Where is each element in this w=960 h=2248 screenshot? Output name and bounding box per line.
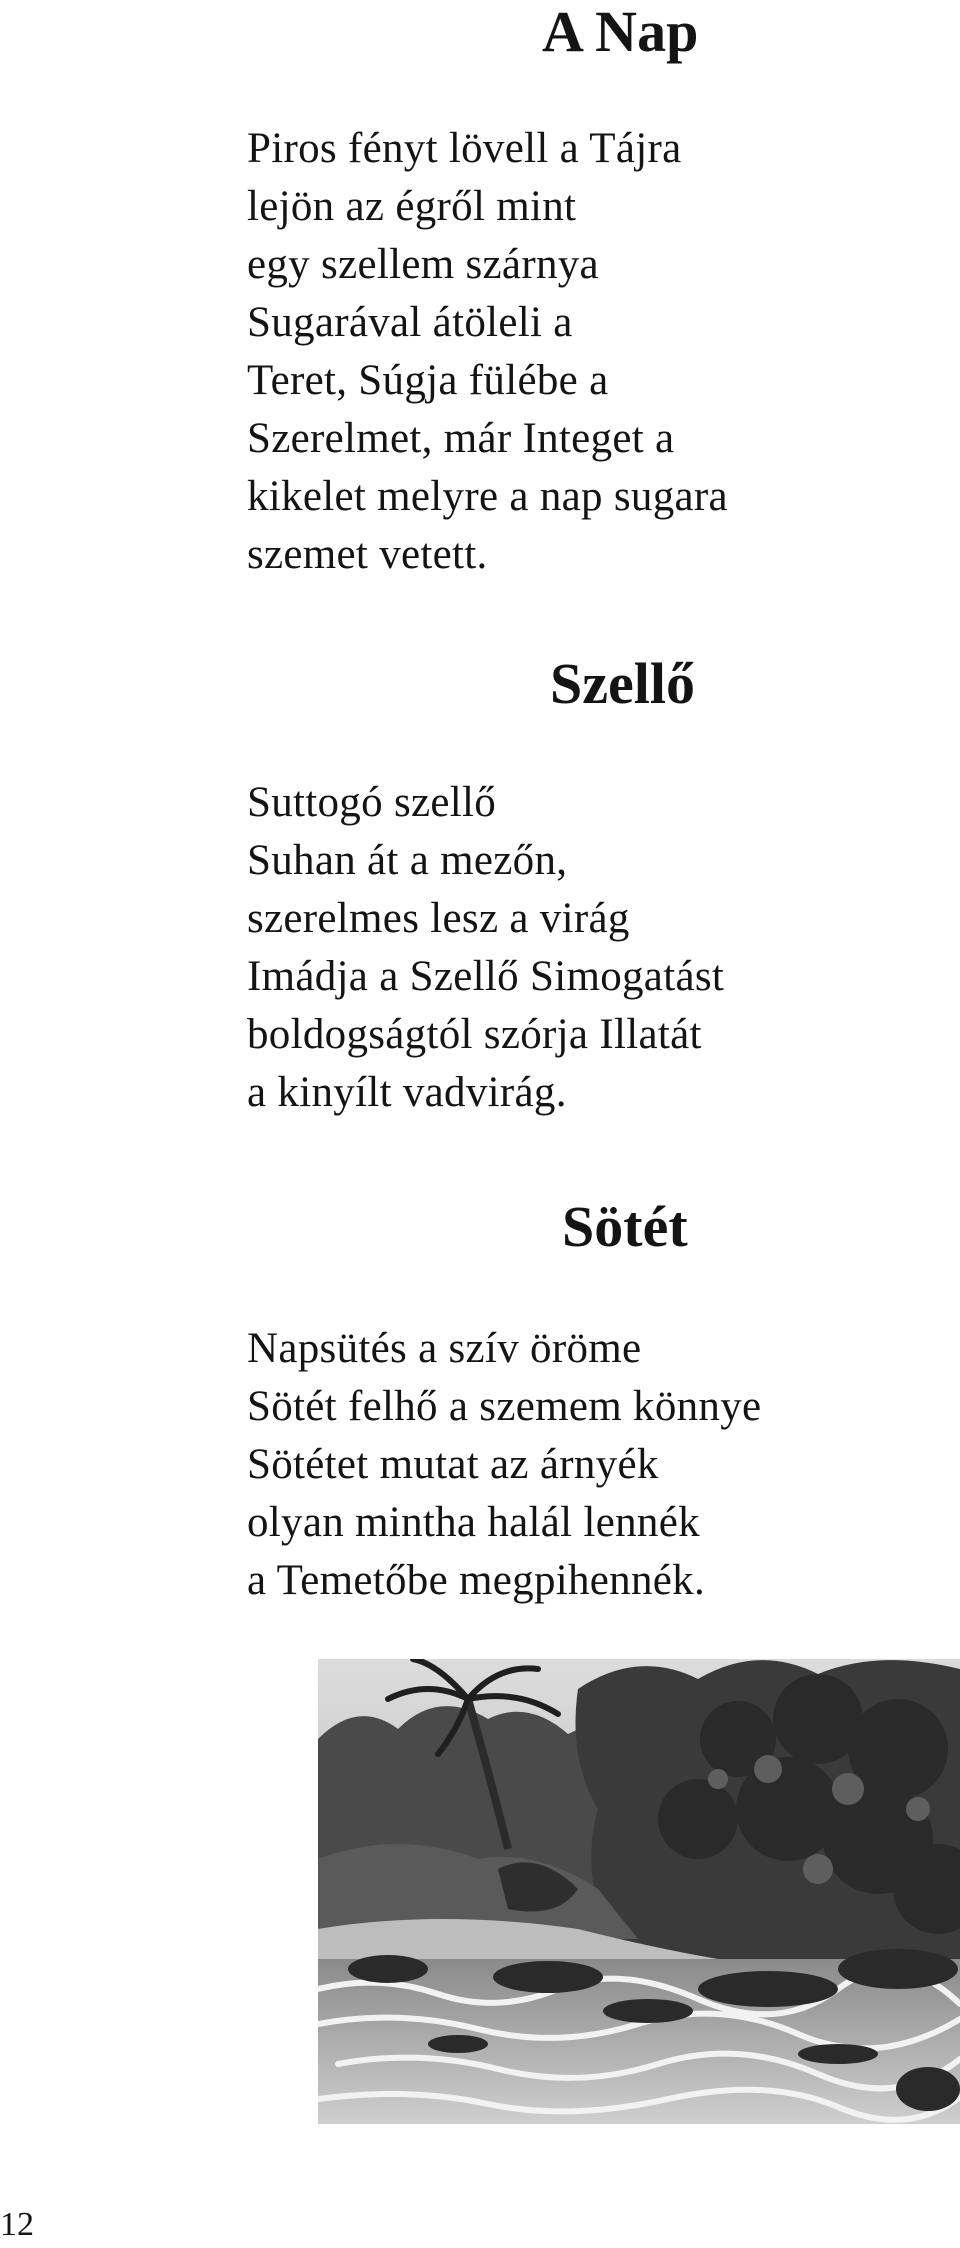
- poem-line: egy szellem szárnya: [247, 241, 599, 288]
- poem-line: Sötét felhő a szemem könnye: [247, 1383, 762, 1430]
- poem-line: kikelet melyre a nap sugara: [247, 473, 728, 520]
- poem-line: a Temetőbe megpihennék.: [247, 1557, 706, 1604]
- poem-title-a-nap: A Nap: [542, 0, 699, 64]
- poem-body-szello: [247, 781, 724, 1129]
- poem-line: szemet vetett.: [247, 531, 488, 578]
- poem-line: Suhan át a mezőn,: [247, 837, 568, 884]
- poem-line: Imádja a Szellő Simogatást: [247, 953, 725, 1000]
- poem-line: Szerelmet, már Integet a: [247, 415, 675, 462]
- poem-line: Suttogó szellő: [247, 779, 497, 826]
- beach-illustration: [318, 1659, 960, 2124]
- poem-body-a-nap: [247, 127, 728, 591]
- poem-title-sotet: Sötét: [562, 1194, 688, 1259]
- poem-line: Sötétet mutat az árnyék: [247, 1441, 659, 1488]
- poem-line: boldogságtól szórja Illatát: [247, 1011, 702, 1058]
- poem-line: Napsütés a szív öröme: [247, 1325, 642, 1372]
- poem-line: a kinyílt vadvirág.: [247, 1069, 567, 1116]
- poem-line: Piros fényt lövell a Tájra: [247, 125, 682, 172]
- poem-line: szerelmes lesz a virág: [247, 895, 630, 942]
- poem-line: olyan mintha halál lennék: [247, 1499, 700, 1546]
- poem-body-sotet: [247, 1327, 761, 1617]
- beach-photo: [318, 1659, 960, 2124]
- poem-line: lejön az égről mint: [247, 183, 577, 230]
- poem-line: Teret, Súgja fülébe a: [247, 357, 609, 404]
- poem-title-szello: Szellő: [550, 651, 695, 716]
- poem-line: Sugarával átöleli a: [247, 299, 573, 346]
- page-number: 12: [0, 2206, 34, 2243]
